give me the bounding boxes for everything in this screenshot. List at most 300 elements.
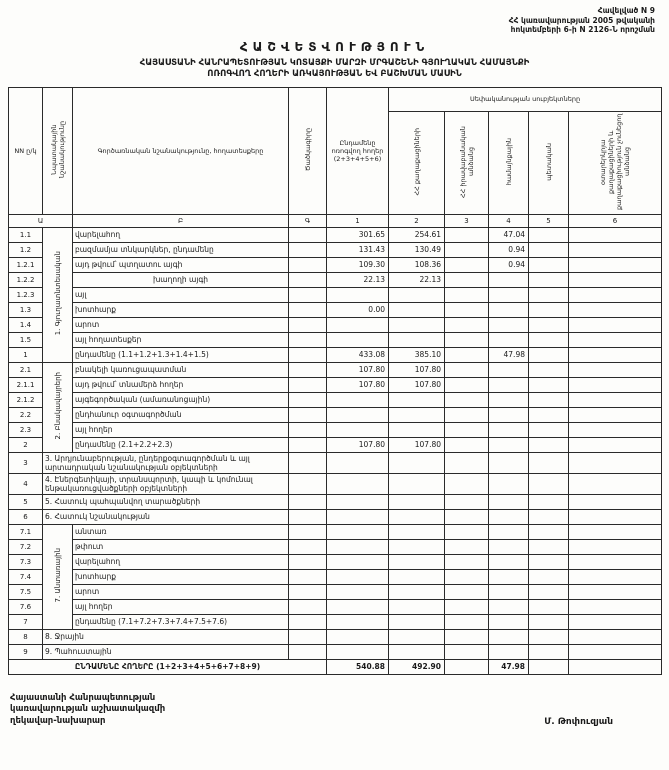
value-cell <box>445 257 489 272</box>
row-number: 1.2.2 <box>9 272 43 287</box>
table-row <box>9 614 662 629</box>
value-cell <box>327 584 389 599</box>
row-number: 1 <box>9 347 43 362</box>
value-cell: 130.49 <box>389 242 445 257</box>
row-number: 2.1 <box>9 362 43 377</box>
value-cell <box>489 473 529 494</box>
row-number: 9 <box>9 644 43 659</box>
col-header-legal-entities-label: ՀՀ իրավաբանական անձանց <box>458 125 475 198</box>
value-cell <box>569 599 662 614</box>
value-cell <box>445 392 489 407</box>
value-cell <box>389 422 445 437</box>
table-row <box>9 473 662 494</box>
value-cell: 47.98 <box>489 347 529 362</box>
col-header-purpose <box>43 87 73 214</box>
value-cell: 108.36 <box>389 257 445 272</box>
value-cell <box>569 452 662 473</box>
appendix-line: ՀՀ կառավարության 2005 թվականի <box>508 15 655 25</box>
row-label: անտառ <box>73 524 289 539</box>
table-row <box>9 362 662 377</box>
code-cell <box>289 332 327 347</box>
signature-block <box>8 693 661 728</box>
table-row <box>9 227 662 242</box>
value-cell <box>529 422 569 437</box>
value-cell: 22.13 <box>327 272 389 287</box>
appendix-line: Հավելված N 9 <box>597 6 655 15</box>
col-header-land-name: Գործառնական նշանակությունը, հողատեսքերը <box>73 87 289 214</box>
value-cell <box>445 554 489 569</box>
value-cell <box>489 569 529 584</box>
value-cell <box>489 494 529 509</box>
code-cell <box>289 473 327 494</box>
row-label: բազմամյա տնկարկներ, ընդամենը <box>73 242 289 257</box>
row-number: 1.2.1 <box>9 257 43 272</box>
table-row <box>9 392 662 407</box>
report-title: ՀԱՇՎԵՏՎՈՒԹՅՈՒՆ <box>239 39 430 54</box>
row-number: 1.5 <box>9 332 43 347</box>
row-label: վարելահող <box>73 227 289 242</box>
code-cell <box>289 437 327 452</box>
row-label: խոտհարք <box>73 569 289 584</box>
value-cell <box>529 539 569 554</box>
row-number: 5 <box>9 494 43 509</box>
value-cell <box>389 494 445 509</box>
value-cell <box>445 629 489 644</box>
value-cell <box>389 317 445 332</box>
code-cell <box>289 584 327 599</box>
col-header-state <box>529 111 569 214</box>
value-cell <box>327 539 389 554</box>
table-row <box>9 629 662 644</box>
value-cell <box>389 524 445 539</box>
row-label: բնակելի կառուցապատման <box>73 362 289 377</box>
row-number: 1.1 <box>9 227 43 242</box>
index-cell: 3 <box>445 214 489 227</box>
value-cell <box>445 362 489 377</box>
table-row <box>9 524 662 539</box>
value-cell <box>445 377 489 392</box>
value-cell <box>445 407 489 422</box>
table-row <box>9 452 662 473</box>
row-number: 2.1.1 <box>9 377 43 392</box>
footer-line: կառավարության աշխատակազմի <box>10 704 166 714</box>
value-cell <box>389 569 445 584</box>
value-cell <box>389 452 445 473</box>
table-row <box>9 407 662 422</box>
row-label: այլ հողատեսքեր <box>73 332 289 347</box>
value-cell <box>529 287 569 302</box>
code-cell <box>289 629 327 644</box>
value-cell: 433.08 <box>327 347 389 362</box>
category-group-label: 2. Բնակավայրերի <box>53 372 62 440</box>
table-row <box>9 554 662 569</box>
report-subtitle-line2: ՈՌՈԳՎՈՂ ՀՈՂԵՐԻ ԱՌԿԱՅՈՒԹՅԱՆ ԵՎ ԲԱՇԽՄԱՆ ՄԱՍԻՆ <box>207 68 462 79</box>
value-cell <box>529 509 569 524</box>
value-cell <box>529 644 569 659</box>
value-cell <box>445 494 489 509</box>
value-cell: 254.61 <box>389 227 445 242</box>
value-cell <box>529 599 569 614</box>
row-number: 2.2 <box>9 407 43 422</box>
value-cell <box>489 437 529 452</box>
value-cell <box>529 362 569 377</box>
value-cell <box>529 347 569 362</box>
value-cell <box>445 347 489 362</box>
appendix-reference <box>8 4 661 35</box>
row-label: 3. Արդյունաբերության, ընդերքօգտագործման և այլ արտադրական նշանակության օբյեկտների <box>43 452 289 473</box>
code-cell <box>289 347 327 362</box>
row-number: 7 <box>9 614 43 629</box>
value-cell: 47.04 <box>489 227 529 242</box>
value-cell <box>529 317 569 332</box>
row-label: ընդամենը (2.1+2.2+2.3) <box>73 437 289 452</box>
value-cell <box>569 422 662 437</box>
value-cell <box>389 599 445 614</box>
index-cell: 4 <box>489 214 529 227</box>
table-row <box>9 509 662 524</box>
table-row <box>9 644 662 659</box>
value-cell <box>569 629 662 644</box>
col-header-code <box>289 87 327 214</box>
code-cell <box>289 392 327 407</box>
value-cell: 107.80 <box>389 362 445 377</box>
value-cell <box>529 257 569 272</box>
col-header-foreign <box>569 111 662 214</box>
table-row <box>9 272 662 287</box>
value-cell <box>529 494 569 509</box>
value-cell <box>445 332 489 347</box>
value-cell <box>445 317 489 332</box>
row-label: 6. Հատուկ նշանակության <box>43 509 289 524</box>
col-header-ownership-subjects: Սեփականության սուբյեկտները <box>389 87 662 111</box>
value-cell <box>327 473 389 494</box>
category-group <box>43 227 73 362</box>
col-header-citizens-label: ՀՀ քաղաքացիների <box>412 127 421 196</box>
value-cell <box>569 242 662 257</box>
code-cell <box>289 509 327 524</box>
value-cell <box>489 317 529 332</box>
value-cell <box>327 629 389 644</box>
value-cell <box>569 473 662 494</box>
report-table <box>8 87 662 675</box>
table-row <box>9 332 662 347</box>
index-cell: Գ <box>289 214 327 227</box>
value-cell <box>569 509 662 524</box>
value-cell <box>489 539 529 554</box>
code-cell <box>289 377 327 392</box>
value-cell <box>569 659 662 674</box>
value-cell <box>445 437 489 452</box>
code-cell <box>289 554 327 569</box>
value-cell <box>569 644 662 659</box>
value-cell <box>489 509 529 524</box>
value-cell <box>489 332 529 347</box>
value-cell <box>445 659 489 674</box>
value-cell <box>529 554 569 569</box>
value-cell <box>489 287 529 302</box>
value-cell: 107.80 <box>327 437 389 452</box>
row-label: ընդհանուր օգտագործման <box>73 407 289 422</box>
row-number: 2.1.2 <box>9 392 43 407</box>
table-row <box>9 539 662 554</box>
table-row <box>9 317 662 332</box>
code-cell <box>289 257 327 272</box>
table-row <box>9 584 662 599</box>
row-label: 5. Հատուկ պահպանվող տարածքների <box>43 494 289 509</box>
row-label: այգեգործական (ամառանոցային) <box>73 392 289 407</box>
value-cell: 107.80 <box>389 437 445 452</box>
value-cell <box>327 317 389 332</box>
value-cell <box>389 509 445 524</box>
col-header-code-label: Ծածկագիրը <box>303 127 312 172</box>
value-cell <box>569 569 662 584</box>
row-number: 3 <box>9 452 43 473</box>
value-cell <box>389 473 445 494</box>
code-cell <box>289 539 327 554</box>
value-cell <box>529 392 569 407</box>
row-number: 6 <box>9 509 43 524</box>
value-cell: 107.80 <box>327 377 389 392</box>
value-cell <box>327 524 389 539</box>
value-cell <box>445 422 489 437</box>
row-number: 7.6 <box>9 599 43 614</box>
value-cell <box>529 452 569 473</box>
table-row <box>9 302 662 317</box>
row-label: այլ հողեր <box>73 599 289 614</box>
value-cell <box>569 392 662 407</box>
value-cell <box>569 539 662 554</box>
value-cell <box>445 242 489 257</box>
code-cell <box>289 272 327 287</box>
value-cell <box>445 644 489 659</box>
value-cell <box>327 392 389 407</box>
value-cell <box>445 509 489 524</box>
value-cell: 107.80 <box>327 362 389 377</box>
value-cell: 109.30 <box>327 257 389 272</box>
index-cell: Ա <box>9 214 73 227</box>
value-cell <box>327 287 389 302</box>
row-number: 1.4 <box>9 317 43 332</box>
col-header-row-number: NN ը/կ <box>9 87 43 214</box>
value-cell <box>445 614 489 629</box>
index-cell: 2 <box>389 214 445 227</box>
value-cell <box>445 227 489 242</box>
category-group-label: 1. Գյուղատնտեսական <box>53 251 62 336</box>
row-number: 2.3 <box>9 422 43 437</box>
code-cell <box>289 227 327 242</box>
row-label: թփուտ <box>73 539 289 554</box>
col-header-citizens <box>389 111 445 214</box>
value-cell <box>327 509 389 524</box>
value-cell <box>529 242 569 257</box>
code-cell <box>289 407 327 422</box>
row-number: 1.2 <box>9 242 43 257</box>
value-cell <box>389 614 445 629</box>
col-header-community <box>489 111 529 214</box>
code-cell <box>289 242 327 257</box>
value-cell <box>489 599 529 614</box>
value-cell <box>489 554 529 569</box>
value-cell: 0.00 <box>327 302 389 317</box>
row-number: 7.3 <box>9 554 43 569</box>
value-cell <box>569 287 662 302</box>
value-cell <box>445 452 489 473</box>
value-cell <box>327 422 389 437</box>
table-header <box>9 87 662 227</box>
category-group-label: 7. Անտառային <box>53 548 62 603</box>
table-row <box>9 437 662 452</box>
value-cell <box>569 554 662 569</box>
row-label: 4. Էներգետիկայի, տրանսպորտի, կապի և կոմունալ ենթակառուցվածքների օբյեկտների <box>43 473 289 494</box>
value-cell <box>489 422 529 437</box>
value-cell: 301.65 <box>327 227 389 242</box>
code-cell <box>289 569 327 584</box>
category-group <box>43 524 73 629</box>
row-label: ընդամենը (7.1+7.2+7.3+7.4+7.5+7.6) <box>73 614 289 629</box>
report-subtitle-line1: ՀԱՅԱՍՏԱՆԻ ՀԱՆՐԱՊԵՏՈՒԹՅԱՆ ԿՈՏԱՅՔԻ ՄԱՐԶԻ ՄՐԳԱՇԵՆԻ ԳՅՈՒՂԱԿԱՆ ՀԱՄԱՅՆՔԻ <box>139 57 530 68</box>
value-cell <box>569 614 662 629</box>
code-cell <box>289 452 327 473</box>
value-cell <box>569 524 662 539</box>
col-header-legal-entities <box>445 111 489 214</box>
value-cell <box>569 377 662 392</box>
value-cell <box>489 629 529 644</box>
table-row <box>9 257 662 272</box>
value-cell <box>327 452 389 473</box>
row-label: խաղողի այգի <box>73 272 289 287</box>
category-group <box>43 362 73 452</box>
value-cell: 385.10 <box>389 347 445 362</box>
row-label: այդ թվում՝ տնամերձ հողեր <box>73 377 289 392</box>
value-cell <box>529 302 569 317</box>
value-cell: 47.98 <box>489 659 529 674</box>
value-cell <box>445 272 489 287</box>
table-row <box>9 287 662 302</box>
value-cell <box>445 584 489 599</box>
row-label: խոտհարք <box>73 302 289 317</box>
value-cell <box>389 629 445 644</box>
col-header-purpose-label: Նպատակային նշանակությունը <box>49 121 66 178</box>
row-number: 7.1 <box>9 524 43 539</box>
value-cell <box>569 272 662 287</box>
value-cell <box>489 377 529 392</box>
value-cell <box>389 554 445 569</box>
row-number: 4 <box>9 473 43 494</box>
value-cell <box>529 569 569 584</box>
value-cell <box>389 644 445 659</box>
table-row <box>9 494 662 509</box>
row-label: ԸՆԴԱՄԵՆԸ ՀՈՂԵՐԸ (1+2+3+4+5+6+7+8+9) <box>9 659 327 674</box>
value-cell <box>489 644 529 659</box>
row-label: արոտ <box>73 584 289 599</box>
code-cell <box>289 494 327 509</box>
value-cell <box>489 524 529 539</box>
value-cell <box>529 407 569 422</box>
value-cell <box>489 392 529 407</box>
value-cell <box>327 494 389 509</box>
value-cell: 131.43 <box>327 242 389 257</box>
value-cell <box>389 407 445 422</box>
code-cell <box>289 362 327 377</box>
value-cell <box>389 302 445 317</box>
value-cell: 492.90 <box>389 659 445 674</box>
value-cell <box>529 227 569 242</box>
code-cell <box>289 422 327 437</box>
index-cell: 6 <box>569 214 662 227</box>
value-cell <box>529 332 569 347</box>
value-cell <box>445 524 489 539</box>
row-number: 1.3 <box>9 302 43 317</box>
footer-official-title <box>10 693 165 728</box>
value-cell <box>327 599 389 614</box>
value-cell <box>489 452 529 473</box>
table-row <box>9 347 662 362</box>
value-cell <box>569 332 662 347</box>
table-body <box>9 227 662 674</box>
value-cell <box>327 644 389 659</box>
footer-line: Հայաստանի Հանրապետության <box>10 692 156 703</box>
row-label: 8. Ջրային <box>43 629 289 644</box>
value-cell <box>327 569 389 584</box>
code-cell <box>289 287 327 302</box>
appendix-line: հոկտեմբերի 6-ի N 2126-Ն որոշման <box>510 25 655 34</box>
value-cell <box>445 599 489 614</box>
row-number: 7.2 <box>9 539 43 554</box>
value-cell <box>489 584 529 599</box>
value-cell <box>445 569 489 584</box>
value-cell <box>529 437 569 452</box>
table-row <box>9 659 662 674</box>
row-number: 2 <box>9 437 43 452</box>
row-number: 7.4 <box>9 569 43 584</box>
value-cell <box>327 554 389 569</box>
code-cell <box>289 599 327 614</box>
col-header-foreign-label: օտարերկրյա քաղաքացիների և քաղաքացիություն չունեցող անձանց <box>599 113 631 210</box>
col-header-state-label: պետական <box>544 142 553 181</box>
value-cell <box>445 539 489 554</box>
value-cell <box>569 257 662 272</box>
value-cell <box>529 473 569 494</box>
table-row <box>9 242 662 257</box>
value-cell <box>389 332 445 347</box>
row-label: այլ <box>73 287 289 302</box>
value-cell <box>489 362 529 377</box>
signature-name: Մ. Թոփուզյան <box>544 717 613 727</box>
value-cell <box>445 287 489 302</box>
value-cell <box>569 494 662 509</box>
row-number: 7.5 <box>9 584 43 599</box>
value-cell <box>389 392 445 407</box>
code-cell <box>289 302 327 317</box>
value-cell <box>529 629 569 644</box>
index-cell: 1 <box>327 214 389 227</box>
value-cell <box>569 317 662 332</box>
value-cell <box>327 332 389 347</box>
value-cell <box>529 524 569 539</box>
row-label: արոտ <box>73 317 289 332</box>
value-cell <box>489 302 529 317</box>
row-label: այդ թվում՝ պտղատու այգի <box>73 257 289 272</box>
table-row <box>9 422 662 437</box>
value-cell <box>569 227 662 242</box>
value-cell <box>489 614 529 629</box>
value-cell: 0.94 <box>489 257 529 272</box>
row-number: 8 <box>9 629 43 644</box>
row-label: ընդամենը (1.1+1.2+1.3+1.4+1.5) <box>73 347 289 362</box>
value-cell <box>529 272 569 287</box>
table-row <box>9 377 662 392</box>
value-cell <box>327 614 389 629</box>
